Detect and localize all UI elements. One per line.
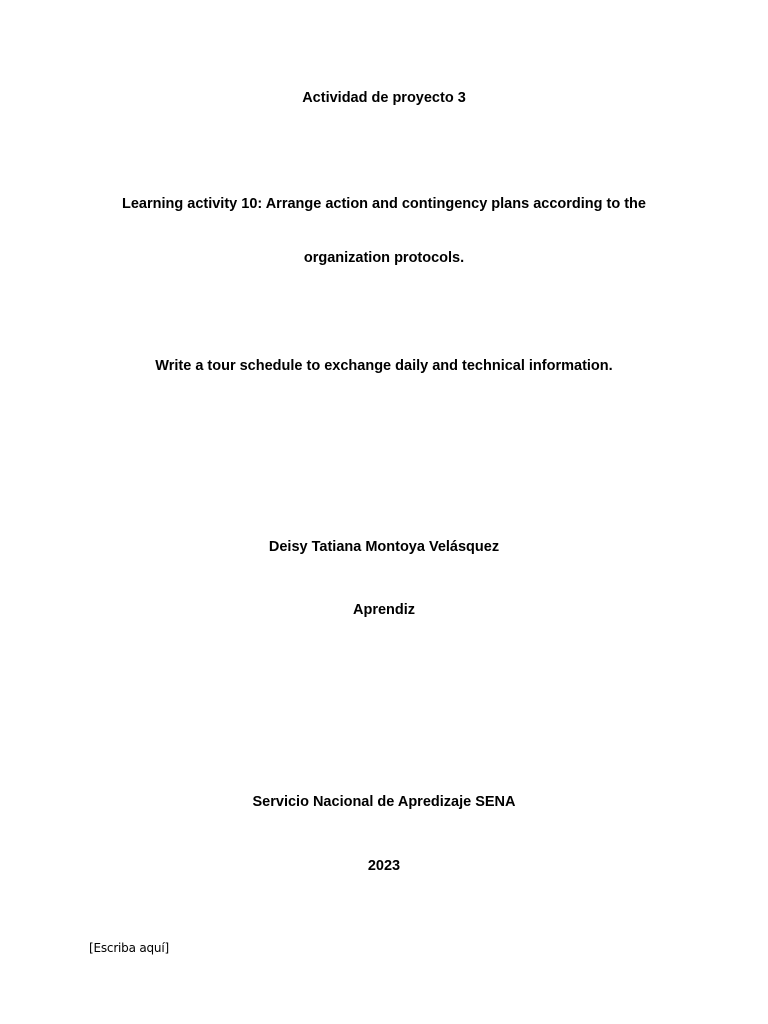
activity-title: Actividad de proyecto 3: [302, 90, 466, 106]
task-description: Write a tour schedule to exchange daily and technical information.: [155, 358, 613, 374]
author-role: Aprendiz: [352, 602, 416, 618]
learning-activity-line-1: Learning activity 10: Arrange action and contingency plans according to the: [122, 196, 646, 212]
institution-name: Servicio Nacional de Apredizaje SENA: [252, 794, 516, 810]
author-name: Deisy Tatiana Montoya Velásquez: [268, 539, 500, 555]
footer-placeholder[interactable]: [Escriba aquí]: [89, 941, 169, 955]
document-year: 2023: [367, 858, 401, 874]
learning-activity-line-2: organization protocols.: [303, 250, 465, 266]
